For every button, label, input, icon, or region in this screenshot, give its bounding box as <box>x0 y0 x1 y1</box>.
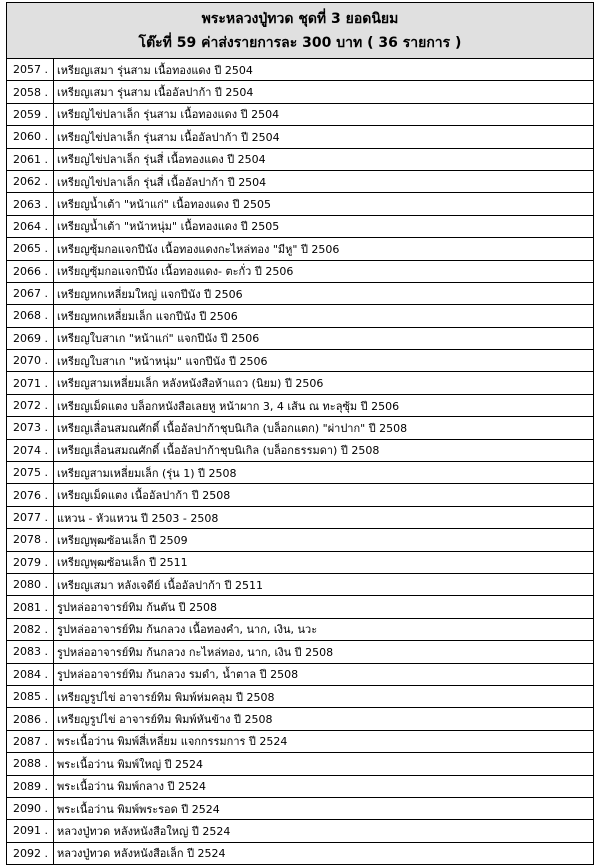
item-number: 2060 . <box>7 126 54 148</box>
table-row <box>7 394 593 416</box>
table-row <box>7 193 593 215</box>
table-row <box>7 305 593 327</box>
item-number: 2087 . <box>7 730 54 752</box>
item-description: เหรียญพุฒซ้อนเล็ก ปี 2509 <box>54 529 594 551</box>
table-row <box>7 327 593 349</box>
table-row <box>7 81 593 103</box>
item-number: 2088 . <box>7 753 54 775</box>
item-number: 2072 . <box>7 394 54 416</box>
table-row <box>7 439 593 461</box>
catalog-title: พระหลวงปู่ทวด ชุดที่ 3 ยอดนิยม <box>201 11 399 27</box>
table-row <box>7 170 593 192</box>
item-number: 2091 . <box>7 820 54 842</box>
item-number: 2059 . <box>7 103 54 125</box>
item-description: พระเนื้อว่าน พิมพ์สี่เหลี่ยม แจกกรรมการ ปี 2524 <box>54 730 594 752</box>
item-number: 2077 . <box>7 506 54 528</box>
item-description: เหรียญไข่ปลาเล็ก รุ่นสี่ เนื้ออัลปาก้า ปี 2504 <box>54 170 594 192</box>
item-number: 2092 . <box>7 842 54 864</box>
item-description: เหรียญสามเหลี่ยมเล็ก (รุ่น 1) ปี 2508 <box>54 462 594 484</box>
table-row <box>7 842 593 864</box>
item-description: เหรียญใบสาเก "หน้าแก่" แจกปีนัง ปี 2506 <box>54 327 594 349</box>
item-description: เหรียญหกเหลี่ยมใหญ่ แจกปีนัง ปี 2506 <box>54 282 594 304</box>
item-description: เหรียญสามเหลี่ยมเล็ก หลังหนังสือห้าแถว (นิยม) ปี 2506 <box>54 372 594 394</box>
table-row <box>7 484 593 506</box>
table-row <box>7 820 593 842</box>
item-description: เหรียญน้ำเต้า "หน้าหนุ่ม" เนื้อทองแดง ปี 2505 <box>54 215 594 237</box>
item-number: 2089 . <box>7 775 54 797</box>
item-description: รูปหล่ออาจารย์ทิม ก้นตัน ปี 2508 <box>54 596 594 618</box>
table-row <box>7 573 593 595</box>
table-row <box>7 596 593 618</box>
item-number: 2090 . <box>7 797 54 819</box>
item-number: 2063 . <box>7 193 54 215</box>
table-row <box>7 641 593 663</box>
item-description: หลวงปู่ทวด หลังหนังสือใหญ่ ปี 2524 <box>54 820 594 842</box>
item-number: 2085 . <box>7 685 54 707</box>
item-description: เหรียญซุ้มกอแจกปีนัง เนื้อทองแดง- ตะกั่ว ปี 2506 <box>54 260 594 282</box>
item-description: รูปหล่ออาจารย์ทิม ก้นกลวง เนื้อทองคำ, นาก, เงิน, นวะ <box>54 618 594 640</box>
item-description: เหรียญน้ำเต้า "หน้าแก่" เนื้อทองแดง ปี 2505 <box>54 193 594 215</box>
item-description: เหรียญไข่ปลาเล็ก รุ่นสาม เนื้อทองแดง ปี 2504 <box>54 103 594 125</box>
table-row <box>7 506 593 528</box>
item-description: รูปหล่ออาจารย์ทิม ก้นกลวง รมดำ, น้ำตาล ปี 2508 <box>54 663 594 685</box>
item-number: 2075 . <box>7 462 54 484</box>
item-description: เหรียญไข่ปลาเล็ก รุ่นสี่ เนื้อทองแดง ปี 2504 <box>54 148 594 170</box>
table-row <box>7 529 593 551</box>
table-row <box>7 103 593 125</box>
item-number: 2066 . <box>7 260 54 282</box>
item-number: 2064 . <box>7 215 54 237</box>
item-number: 2065 . <box>7 238 54 260</box>
catalog-header <box>7 3 593 59</box>
item-number: 2061 . <box>7 148 54 170</box>
item-description: พระเนื้อว่าน พิมพ์พระรอด ปี 2524 <box>54 797 594 819</box>
item-description: เหรียญเลื่อนสมณศักดิ์ เนื้ออัลปาก้าชุบนิเกิล (บล็อกแตก) "ผ่าปาก" ปี 2508 <box>54 417 594 439</box>
table-row <box>7 797 593 819</box>
item-number: 2086 . <box>7 708 54 730</box>
item-description: พระเนื้อว่าน พิมพ์กลาง ปี 2524 <box>54 775 594 797</box>
item-description: เหรียญรูปไข่ อาจารย์ทิม พิมพ์หันข้าง ปี 2508 <box>54 708 594 730</box>
table-row <box>7 685 593 707</box>
item-description: เหรียญใบสาเก "หน้าหนุ่ม" แจกปีนัง ปี 2506 <box>54 350 594 372</box>
item-number: 2080 . <box>7 573 54 595</box>
item-number: 2057 . <box>7 59 54 81</box>
table-row <box>7 350 593 372</box>
table-row <box>7 663 593 685</box>
item-number: 2078 . <box>7 529 54 551</box>
item-number: 2082 . <box>7 618 54 640</box>
table-row <box>7 126 593 148</box>
table-row <box>7 775 593 797</box>
item-number: 2062 . <box>7 170 54 192</box>
table-row <box>7 417 593 439</box>
table-row <box>7 618 593 640</box>
item-description: หลวงปู่ทวด หลังหนังสือเล็ก ปี 2524 <box>54 842 594 864</box>
table-row <box>7 260 593 282</box>
item-number: 2083 . <box>7 641 54 663</box>
item-description: เหรียญพุฒซ้อนเล็ก ปี 2511 <box>54 551 594 573</box>
table-row <box>7 148 593 170</box>
item-description: เหรียญเสมา รุ่นสาม เนื้ออัลปาก้า ปี 2504 <box>54 81 594 103</box>
table-row <box>7 372 593 394</box>
item-number: 2058 . <box>7 81 54 103</box>
item-number: 2084 . <box>7 663 54 685</box>
item-number: 2070 . <box>7 350 54 372</box>
item-description: เหรียญหกเหลี่ยมเล็ก แจกปีนัง ปี 2506 <box>54 305 594 327</box>
catalog-sheet <box>6 2 594 865</box>
table-row <box>7 215 593 237</box>
item-table <box>7 59 593 864</box>
item-number: 2073 . <box>7 417 54 439</box>
item-description: รูปหล่ออาจารย์ทิม ก้นกลวง กะไหล่ทอง, นาก, เงิน ปี 2508 <box>54 641 594 663</box>
table-row <box>7 462 593 484</box>
table-row <box>7 551 593 573</box>
item-number: 2067 . <box>7 282 54 304</box>
item-number: 2079 . <box>7 551 54 573</box>
item-description: แหวน - หัวแหวน ปี 2503 - 2508 <box>54 506 594 528</box>
table-row <box>7 59 593 81</box>
item-description: เหรียญไข่ปลาเล็ก รุ่นสาม เนื้ออัลปาก้า ปี 2504 <box>54 126 594 148</box>
table-row <box>7 753 593 775</box>
catalog-subtitle: โต๊ะที่ 59 ค่าส่งรายการละ 300 บาท ( 36 รายการ ) <box>138 35 462 51</box>
item-number: 2076 . <box>7 484 54 506</box>
item-number: 2068 . <box>7 305 54 327</box>
item-number: 2074 . <box>7 439 54 461</box>
table-row <box>7 238 593 260</box>
item-description: เหรียญเม็ดแตง เนื้ออัลปาก้า ปี 2508 <box>54 484 594 506</box>
item-description: เหรียญซุ้มกอแจกปีนัง เนื้อทองแดงกะไหล่ทอง "มีหู" ปี 2506 <box>54 238 594 260</box>
table-row <box>7 708 593 730</box>
item-description: พระเนื้อว่าน พิมพ์ใหญ่ ปี 2524 <box>54 753 594 775</box>
table-row <box>7 730 593 752</box>
item-number: 2081 . <box>7 596 54 618</box>
item-description: เหรียญเสมา รุ่นสาม เนื้อทองแดง ปี 2504 <box>57 63 253 77</box>
item-number: 2069 . <box>7 327 54 349</box>
item-description: เหรียญเม็ดแตง บล็อกหนังสือเลยหู หน้าผาก 3, 4 เส้น ณ ทะลุซุ้ม ปี 2506 <box>54 394 594 416</box>
item-description: เหรียญเลื่อนสมณศักดิ์ เนื้ออัลปาก้าชุบนิเกิล (บล็อกธรรมดา) ปี 2508 <box>54 439 594 461</box>
item-description: เหรียญรูปไข่ อาจารย์ทิม พิมพ์ห่มคลุม ปี 2508 <box>54 685 594 707</box>
table-row <box>7 282 593 304</box>
item-description: เหรียญเสมา หลังเจดีย์ เนื้ออัลปาก้า ปี 2511 <box>54 573 594 595</box>
item-number: 2071 . <box>7 372 54 394</box>
